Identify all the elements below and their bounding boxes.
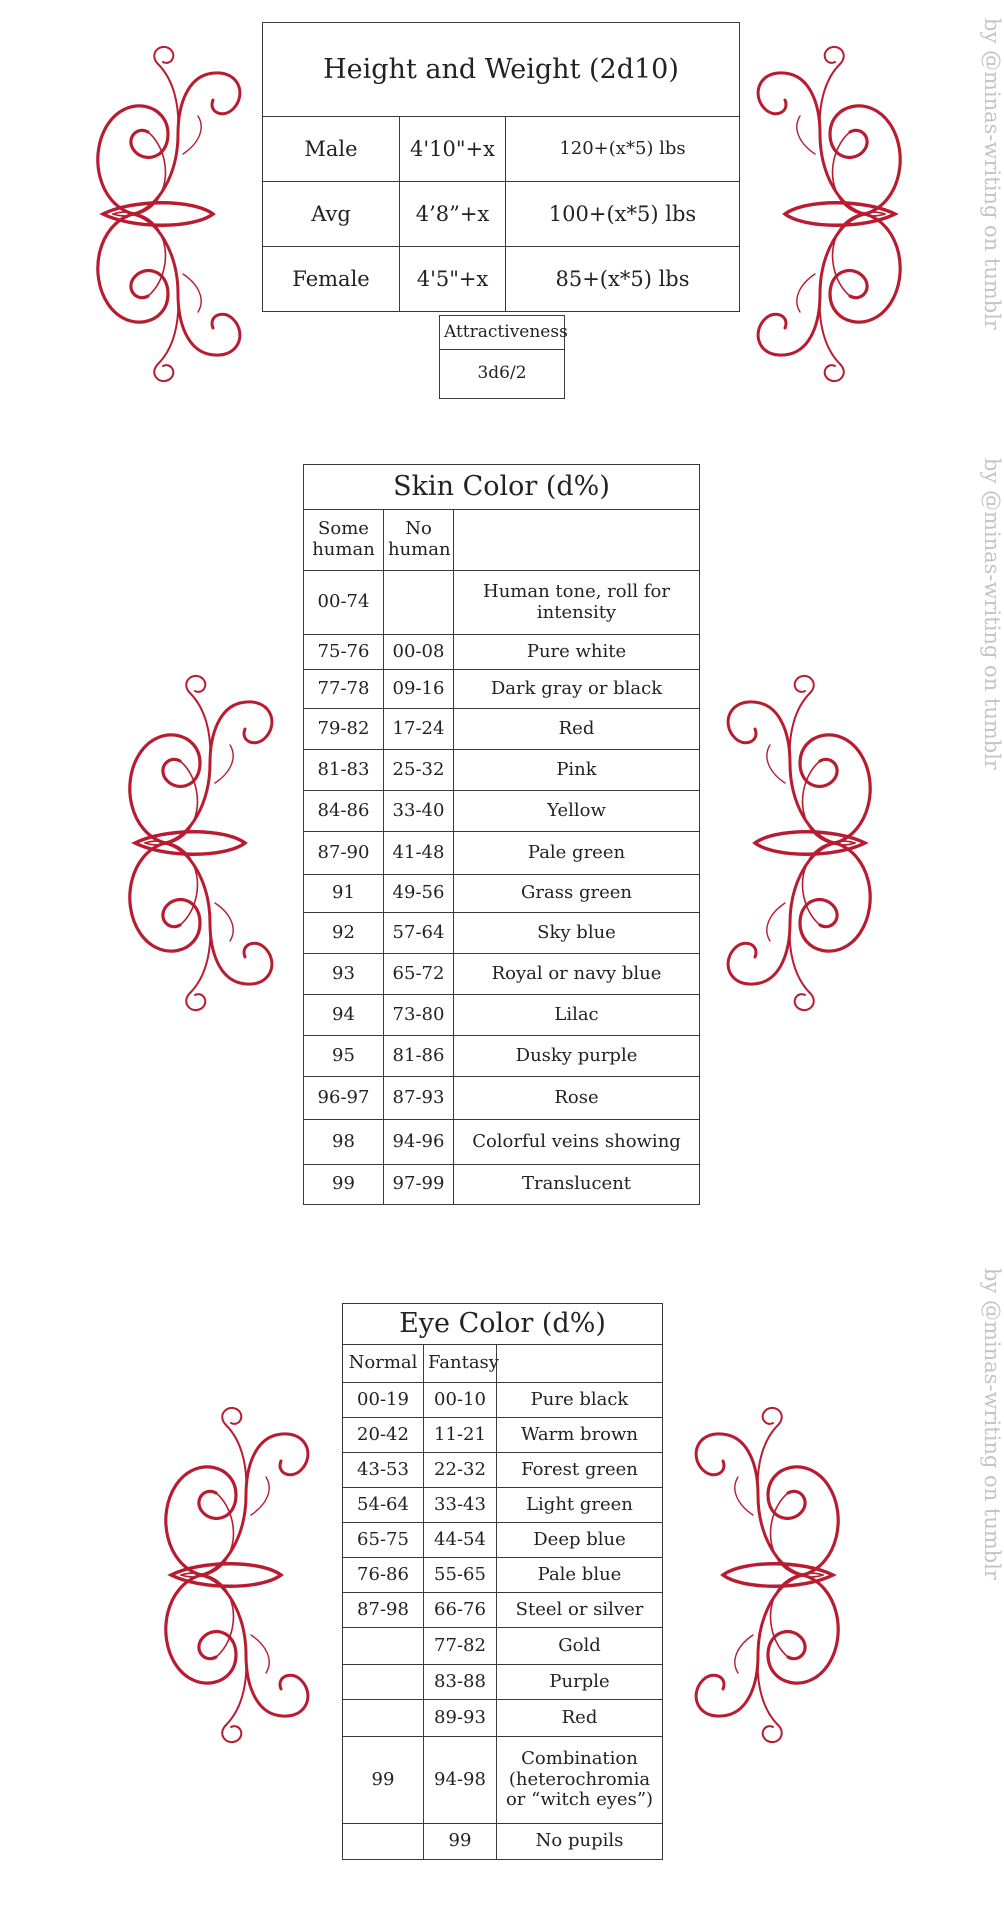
watermark: by @minas-writing on tumblr — [980, 458, 1004, 770]
range-cell: 99 — [304, 1165, 384, 1205]
table-row — [304, 1077, 700, 1120]
table-row — [304, 1165, 700, 1205]
skin-color-table — [303, 464, 700, 1205]
range-cell: 84-86 — [304, 791, 384, 832]
column-header: Normal — [343, 1345, 424, 1383]
range-cell: 99 — [424, 1824, 497, 1860]
color-cell: Translucent — [454, 1165, 700, 1205]
eye-color-table — [342, 1303, 663, 1860]
color-cell: Deep blue — [497, 1523, 663, 1558]
color-cell: Colorful veins showing — [454, 1120, 700, 1165]
color-cell: Steel or silver — [497, 1593, 663, 1628]
column-header — [497, 1345, 663, 1383]
table-row — [263, 182, 740, 247]
table-row — [304, 635, 700, 670]
range-cell: 81-83 — [304, 750, 384, 791]
range-cell: 44-54 — [424, 1523, 497, 1558]
table-row — [304, 1120, 700, 1165]
color-cell: Red — [497, 1700, 663, 1737]
table-row — [343, 1824, 663, 1860]
table-row — [304, 791, 700, 832]
color-cell: Pink — [454, 750, 700, 791]
range-cell: 41-48 — [384, 832, 454, 875]
color-cell: Human tone, roll for intensity — [454, 571, 700, 635]
table-row — [304, 670, 700, 709]
range-cell: 81-86 — [384, 1036, 454, 1077]
table-row — [343, 1628, 663, 1665]
column-header — [454, 510, 700, 571]
swirl-ornament-icon — [88, 34, 248, 394]
attractiveness-table — [439, 315, 568, 399]
range-cell: 43-53 — [343, 1453, 424, 1488]
range-cell — [343, 1824, 424, 1860]
range-cell: 65-75 — [343, 1523, 424, 1558]
color-cell: Red — [454, 709, 700, 750]
range-cell: 65-72 — [384, 954, 454, 995]
table-row — [343, 1418, 663, 1453]
range-cell: 95 — [304, 1036, 384, 1077]
range-cell: 77-78 — [304, 670, 384, 709]
range-cell: 55-65 — [424, 1558, 497, 1593]
table-row — [304, 1036, 700, 1077]
height-cell: 4'5"+x — [400, 247, 506, 312]
range-cell: 83-88 — [424, 1665, 497, 1700]
swirl-ornament-icon — [688, 1395, 848, 1755]
color-cell: Pale blue — [497, 1558, 663, 1593]
range-cell: 94-98 — [424, 1737, 497, 1824]
range-cell: 00-19 — [343, 1383, 424, 1418]
color-cell: Dark gray or black — [454, 670, 700, 709]
color-cell: Royal or navy blue — [454, 954, 700, 995]
height-cell: 4’8”+x — [400, 182, 506, 247]
range-cell — [384, 571, 454, 635]
table-row — [343, 1453, 663, 1488]
swirl-ornament-icon — [156, 1395, 316, 1755]
table-row — [304, 750, 700, 791]
attractiveness-label: Attractiveness — [440, 316, 565, 350]
table-row — [304, 954, 700, 995]
color-cell: Purple — [497, 1665, 663, 1700]
range-cell — [343, 1628, 424, 1665]
color-cell: Sky blue — [454, 913, 700, 954]
range-cell: 93 — [304, 954, 384, 995]
attractiveness-value: 3d6/2 — [440, 350, 565, 399]
range-cell: 33-40 — [384, 791, 454, 832]
table-row — [304, 875, 700, 913]
range-cell — [343, 1665, 424, 1700]
row-label: Male — [263, 117, 400, 182]
range-cell: 22-32 — [424, 1453, 497, 1488]
range-cell: 75-76 — [304, 635, 384, 670]
table-row — [304, 832, 700, 875]
range-cell: 87-90 — [304, 832, 384, 875]
table-row — [343, 1558, 663, 1593]
color-cell: Pure black — [497, 1383, 663, 1418]
range-cell: 98 — [304, 1120, 384, 1165]
range-cell: 57-64 — [384, 913, 454, 954]
range-cell: 92 — [304, 913, 384, 954]
table-row — [263, 117, 740, 182]
table-row — [343, 1383, 663, 1418]
color-cell: Gold — [497, 1628, 663, 1665]
weight-cell: 120+(x*5) lbs — [506, 117, 740, 182]
range-cell: 25-32 — [384, 750, 454, 791]
weight-cell: 85+(x*5) lbs — [506, 247, 740, 312]
range-cell: 91 — [304, 875, 384, 913]
color-cell: Warm brown — [497, 1418, 663, 1453]
column-header: No human — [384, 510, 454, 571]
color-cell: No pupils — [497, 1824, 663, 1860]
color-cell: Combination (heterochromia or “witch eyes”) — [497, 1737, 663, 1824]
color-cell: Light green — [497, 1488, 663, 1523]
table-title: Eye Color (d%) — [343, 1304, 663, 1345]
table-row — [343, 1488, 663, 1523]
range-cell: 94 — [304, 995, 384, 1036]
table-row — [343, 1593, 663, 1628]
swirl-ornament-icon — [750, 34, 910, 394]
range-cell: 76-86 — [343, 1558, 424, 1593]
table-row — [343, 1523, 663, 1558]
color-cell: Grass green — [454, 875, 700, 913]
range-cell: 66-76 — [424, 1593, 497, 1628]
table-title: Height and Weight (2d10) — [263, 23, 740, 117]
table-row — [304, 913, 700, 954]
table-row — [304, 709, 700, 750]
color-cell: Pure white — [454, 635, 700, 670]
range-cell: 11-21 — [424, 1418, 497, 1453]
range-cell: 87-93 — [384, 1077, 454, 1120]
color-cell: Rose — [454, 1077, 700, 1120]
color-cell: Lilac — [454, 995, 700, 1036]
range-cell: 99 — [343, 1737, 424, 1824]
range-cell — [343, 1700, 424, 1737]
swirl-ornament-icon — [120, 663, 280, 1023]
range-cell: 77-82 — [424, 1628, 497, 1665]
table-row — [343, 1737, 663, 1824]
row-label: Female — [263, 247, 400, 312]
column-header: Fantasy — [424, 1345, 497, 1383]
height-weight-table — [262, 22, 740, 312]
weight-cell: 100+(x*5) lbs — [506, 182, 740, 247]
color-cell: Yellow — [454, 791, 700, 832]
color-cell: Forest green — [497, 1453, 663, 1488]
range-cell: 79-82 — [304, 709, 384, 750]
range-cell: 00-08 — [384, 635, 454, 670]
watermark: by @minas-writing on tumblr — [980, 1268, 1004, 1580]
table-row — [343, 1665, 663, 1700]
table-row — [343, 1700, 663, 1737]
row-label: Avg — [263, 182, 400, 247]
range-cell: 00-74 — [304, 571, 384, 635]
table-row — [304, 571, 700, 635]
range-cell: 00-10 — [424, 1383, 497, 1418]
height-cell: 4'10"+x — [400, 117, 506, 182]
range-cell: 87-98 — [343, 1593, 424, 1628]
range-cell: 17-24 — [384, 709, 454, 750]
range-cell: 94-96 — [384, 1120, 454, 1165]
swirl-ornament-icon — [720, 663, 880, 1023]
watermark: by @minas-writing on tumblr — [980, 18, 1004, 330]
range-cell: 73-80 — [384, 995, 454, 1036]
color-cell: Pale green — [454, 832, 700, 875]
range-cell: 09-16 — [384, 670, 454, 709]
range-cell: 96-97 — [304, 1077, 384, 1120]
color-cell: Dusky purple — [454, 1036, 700, 1077]
range-cell: 33-43 — [424, 1488, 497, 1523]
range-cell: 20-42 — [343, 1418, 424, 1453]
column-header: Some human — [304, 510, 384, 571]
table-row — [263, 247, 740, 312]
range-cell: 89-93 — [424, 1700, 497, 1737]
range-cell: 54-64 — [343, 1488, 424, 1523]
table-title: Skin Color (d%) — [304, 465, 700, 510]
range-cell: 97-99 — [384, 1165, 454, 1205]
table-row — [304, 995, 700, 1036]
range-cell: 49-56 — [384, 875, 454, 913]
